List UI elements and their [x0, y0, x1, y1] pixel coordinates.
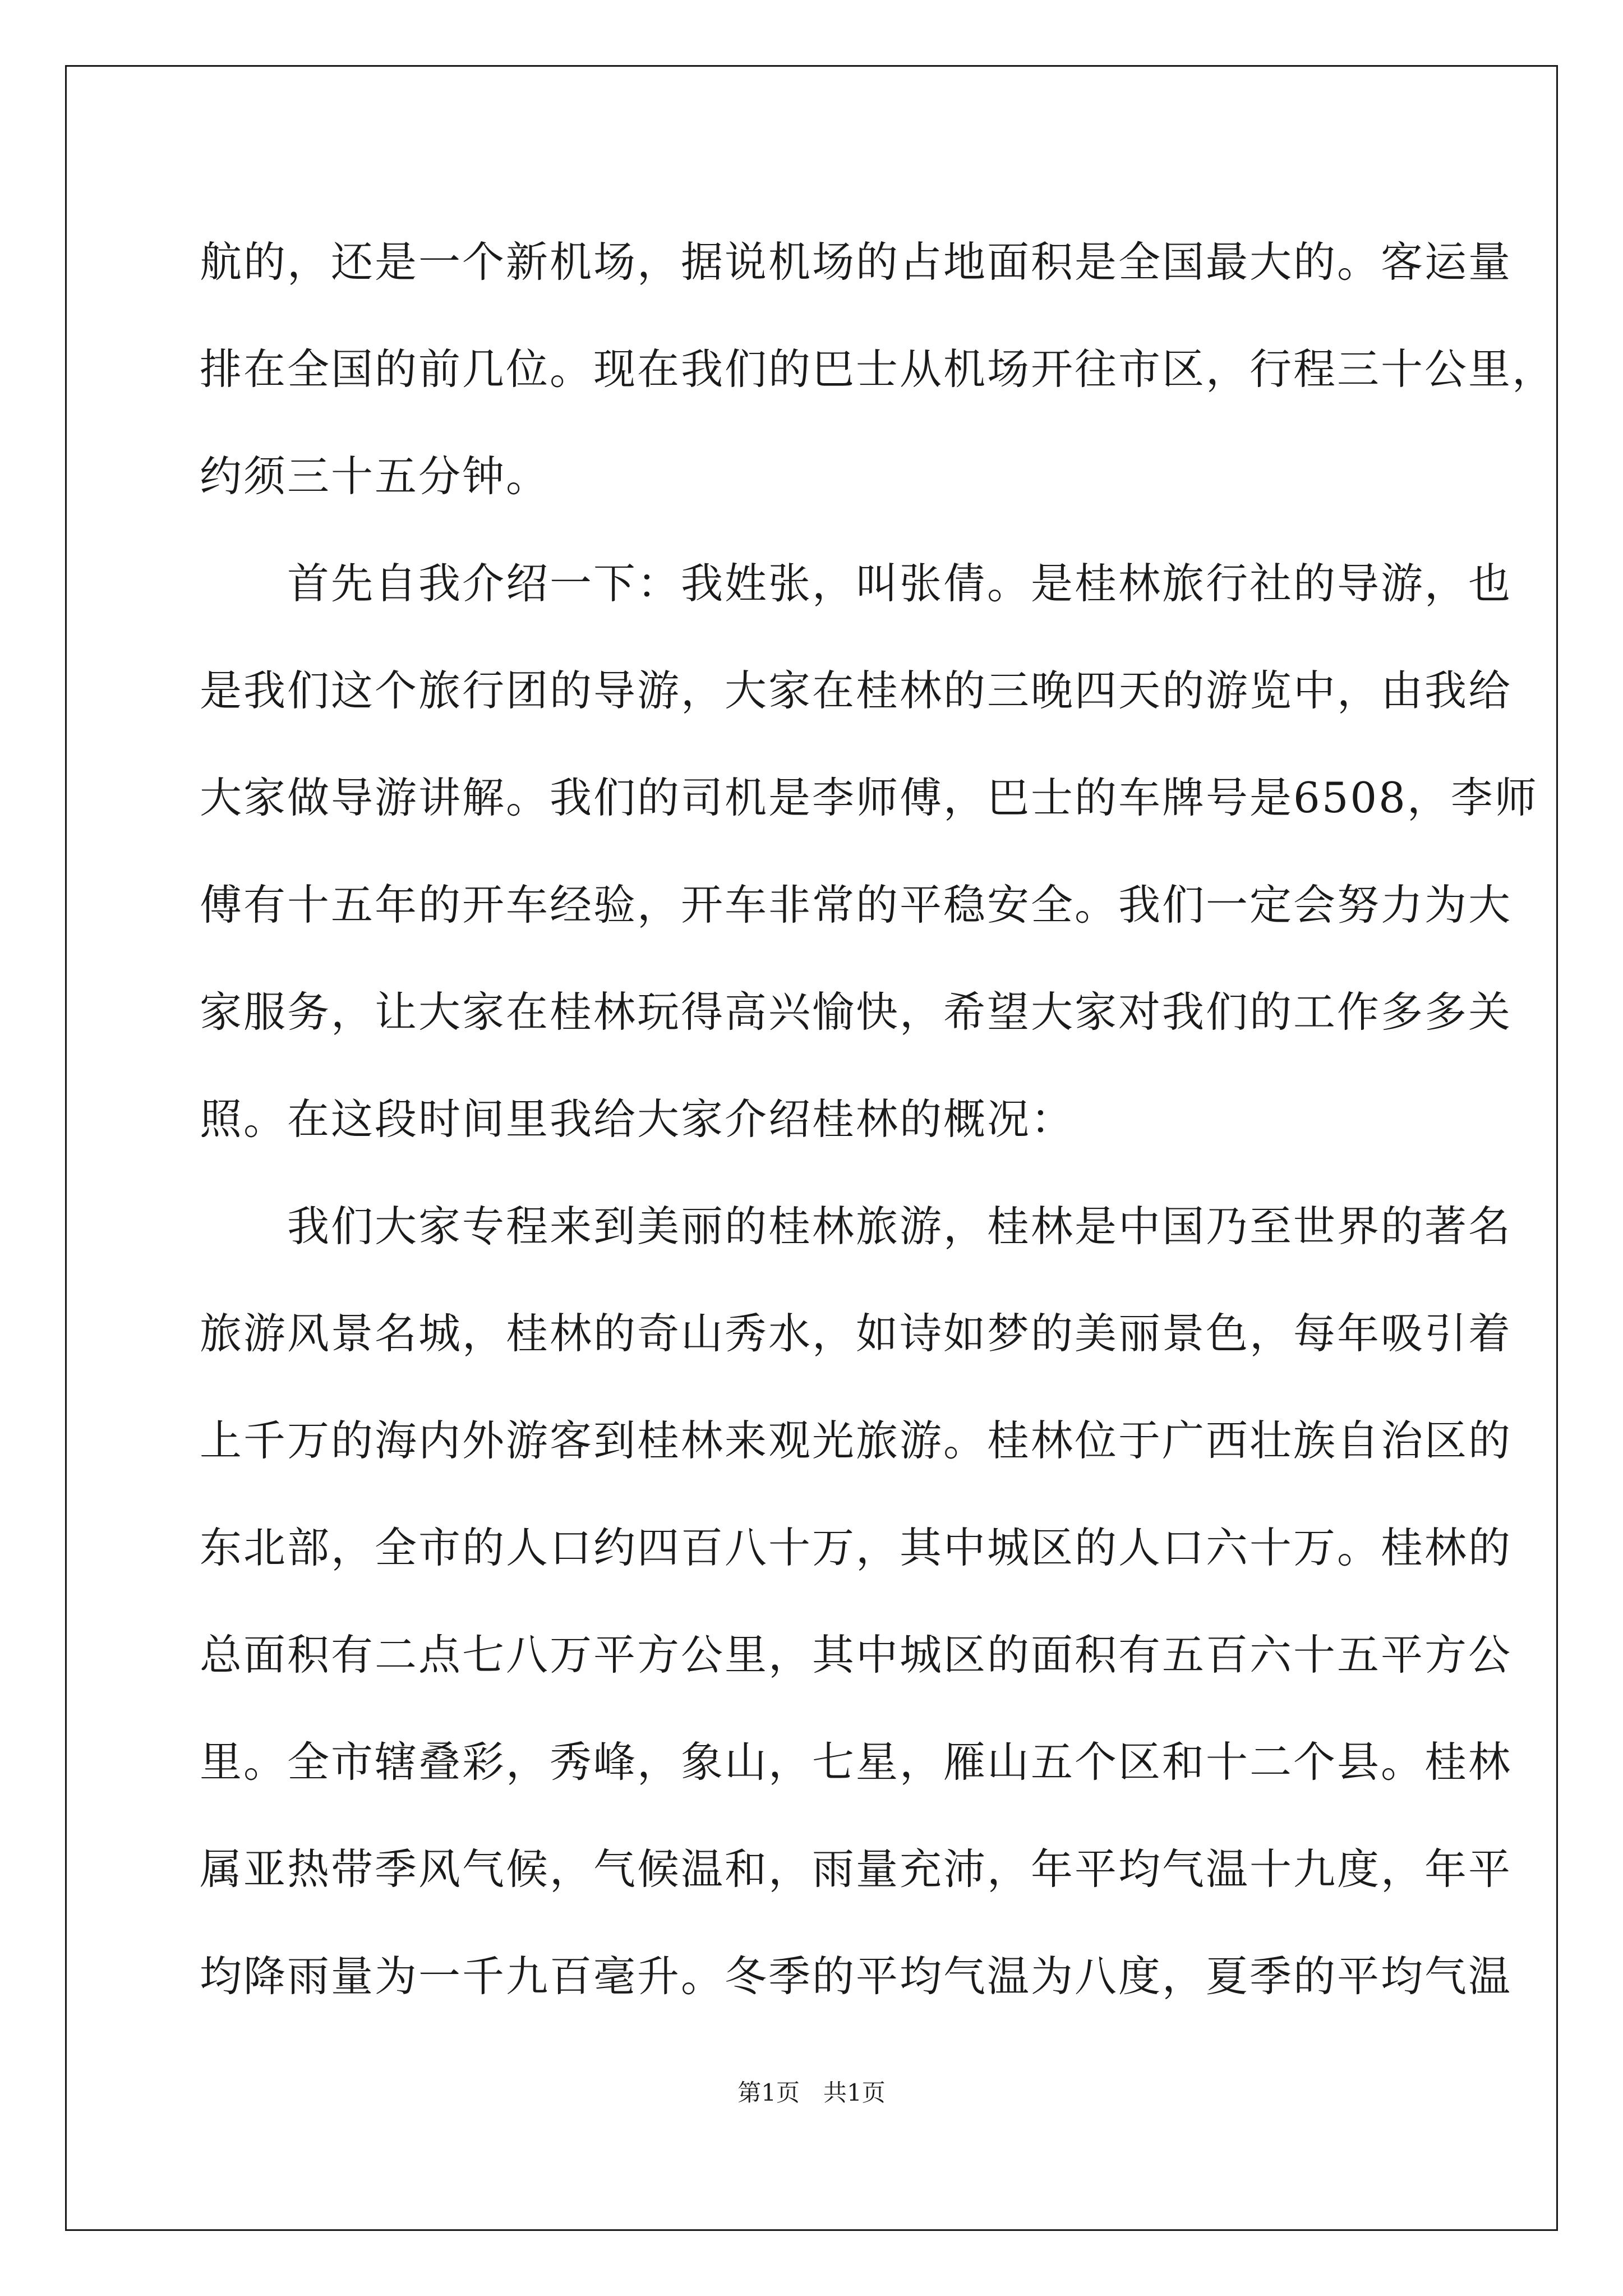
text-line: 大家做导游讲解。我们的司机是李师傅，巴士的车牌号是6508，李师 — [200, 773, 1538, 822]
text-line: 排在全国的前几位。现在我们的巴士从机场开往市区，行程三十公里， — [200, 344, 1556, 394]
text-line: 照。在这段时间里我给大家介绍桂林的概况： — [200, 1094, 1075, 1144]
text-line: 家服务，让大家在桂林玩得高兴愉快，希望大家对我们的工作多多关 — [200, 987, 1513, 1037]
text-line: 首先自我介绍一下：我姓张，叫张倩。是桂林旅行社的导游，也 — [200, 559, 1513, 608]
text-line: 东北部，全市的人口约四百八十万，其中城区的人口六十万。桂林的 — [200, 1523, 1513, 1572]
text-line: 总面积有二点七八万平方公里，其中城区的面积有五百六十五平方公 — [200, 1630, 1513, 1680]
page-footer — [0, 2074, 1623, 2108]
text-line: 是我们这个旅行团的导游，大家在桂林的三晚四天的游览中，由我给 — [200, 666, 1513, 715]
document-body — [200, 209, 1556, 2030]
page-number: 第1页 共1页 — [737, 2079, 886, 2106]
text-line: 旅游风景名城，桂林的奇山秀水，如诗如梦的美丽景色，每年吸引着 — [200, 1309, 1513, 1358]
text-line: 傅有十五年的开车经验，开车非常的平稳安全。我们一定会努力为大 — [200, 880, 1513, 930]
text-line: 约须三十五分钟。 — [200, 452, 550, 501]
text-line: 里。全市辖叠彩，秀峰，象山，七星，雁山五个区和十二个县。桂林 — [200, 1737, 1513, 1787]
text-line: 属亚热带季风气候，气候温和，雨量充沛，年平均气温十九度，年平 — [200, 1844, 1513, 1894]
text-line: 我们大家专程来到美丽的桂林旅游，桂林是中国乃至世界的著名 — [200, 1202, 1513, 1251]
text-line: 均降雨量为一千九百毫升。冬季的平均气温为八度，夏季的平均气温 — [200, 1952, 1513, 2001]
text-line: 上千万的海内外游客到桂林来观光旅游。桂林位于广西壮族自治区的 — [200, 1416, 1513, 1465]
text-line: 航的，还是一个新机场，据说机场的占地面积是全国最大的。客运量 — [200, 237, 1513, 287]
